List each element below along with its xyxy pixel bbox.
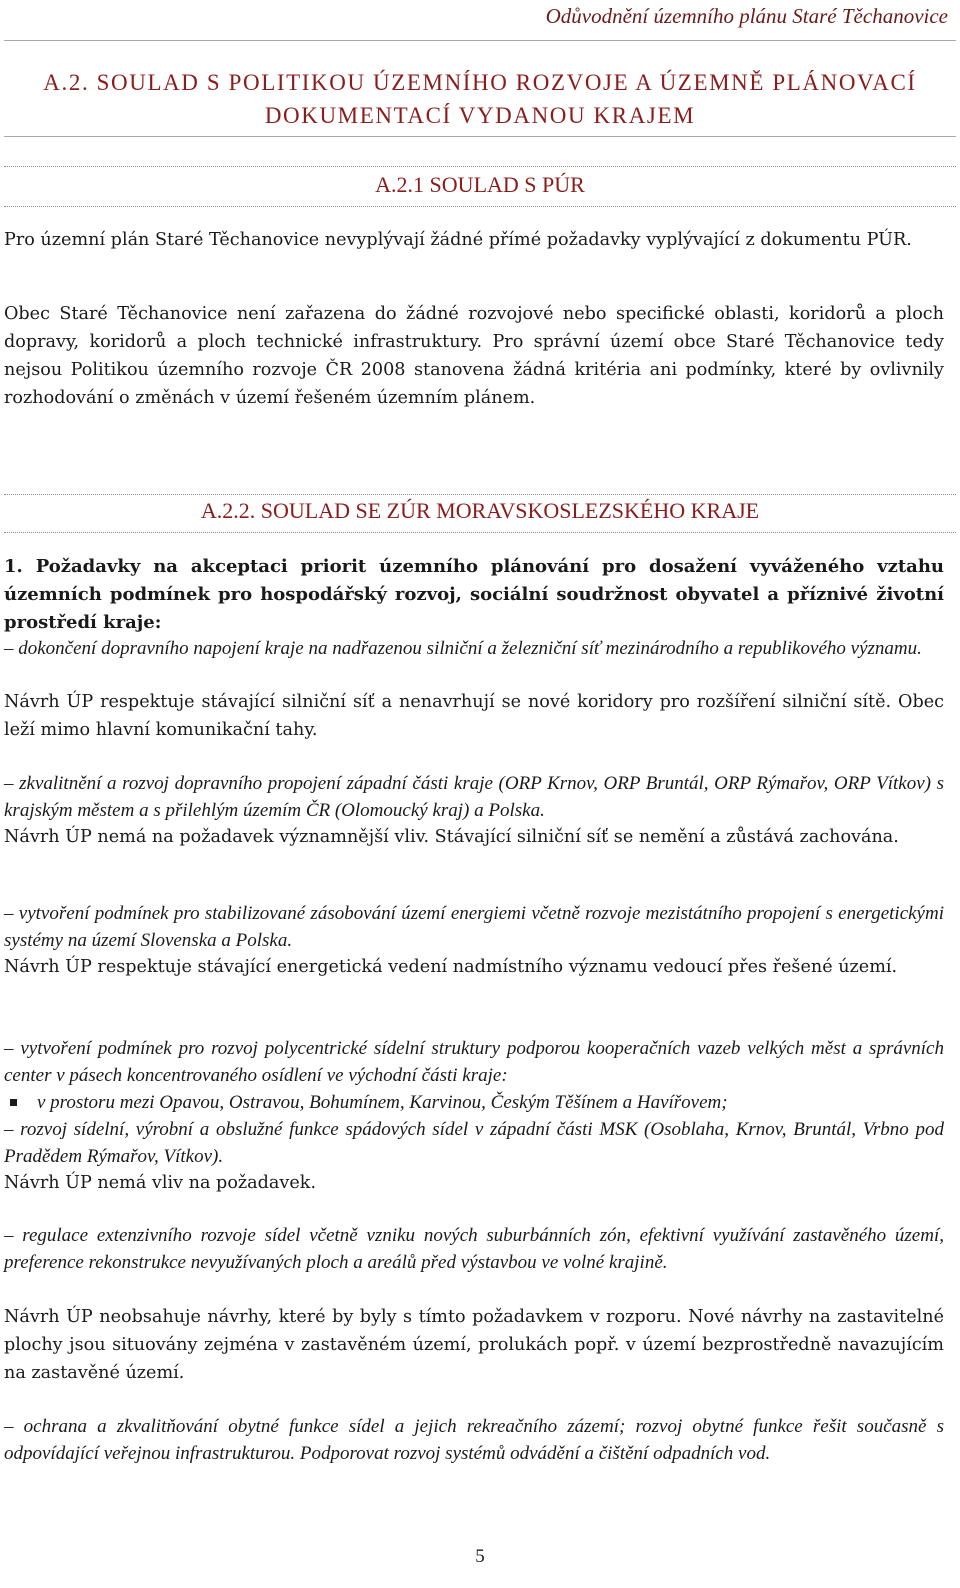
requirement-2: – zkvalitnění a rozvoj dopravního propojení západní části kraje (ORP Krnov, ORP Bruntál, ORP Rýmařov, ORP Vítkov) s krajským městem a s přilehlým územím ČR (Olomoucký kraj) a Polska. (4, 773, 944, 821)
requirement-4-bullet-item (4, 1089, 944, 1116)
pur-heading-rule-top (4, 166, 956, 167)
response-3: Návrh ÚP respektuje stávající energetická vedení nadmístního významu vedoucí přes řešené území. (4, 957, 898, 977)
zur-heading-rule-bottom (4, 532, 956, 533)
point-1-heading: 1. Požadavky na akceptaci priorit územního plánování pro dosažení vyváženého vztahu územních podmínek pro hospodářský rozvoj, sociální soudržnost obyvatel a příznivé životní prostředí kraje: (4, 556, 944, 633)
section-title (4, 66, 956, 132)
section-title-line2: DOKUMENTACÍ VYDANOU KRAJEM (264, 103, 696, 128)
pur-paragraph-1: Pro územní plán Staré Těchanovice nevyplývají žádné přímé požadavky vyplývající z dokumentu PÚR. (4, 230, 912, 250)
section-title-line1: A.2. SOULAD S POLITIKOU ÚZEMNÍHO ROZVOJE A ÚZEMNĚ PLÁNOVACÍ (43, 70, 917, 95)
zur-heading: A.2.2. SOULAD SE ZÚR MORAVSKOSLEZSKÉHO KRAJE (200, 498, 760, 523)
requirement-4: – vytvoření podmínek pro rozvoj polycentrické sídelní struktury podporou kooperačních vazeb velkých měst a správních center v pásech koncentrovaného osídlení ve východní části kraje: (4, 1038, 944, 1086)
requirement-5: – regulace extenzivního rozvoje sídel včetně vzniku nových suburbánních zón, efektivní využívání zastavěného území, preference rekonstrukce nevyužívaných ploch a areálů před výstavbou ve volné krajině. (4, 1225, 944, 1273)
header-rule (4, 40, 956, 41)
requirement-4-bullet-text: v prostoru mezi Opavou, Ostravou, Bohumínem, Karvinou, Českým Těšínem a Havířovem; (37, 1092, 728, 1113)
response-4: Návrh ÚP nemá vliv na požadavek. (4, 1173, 317, 1193)
response-5: Návrh ÚP neobsahuje návrhy, které by byly s tímto požadavkem v rozporu. Nové návrhy na zastavitelné plochy jsou situovány zejména v zastavěném území, prolukách popř. v území bezprostředně navazujícím na zastavěné území. (4, 1307, 944, 1383)
requirement-1: – dokončení dopravního napojení kraje na nadřazenou silniční a železniční síť mezinárodního a republikového významu. (4, 638, 922, 659)
pur-paragraph-2: Obec Staré Těchanovice není zařazena do žádné rozvojové nebo specifické oblasti, koridorů a ploch dopravy, koridorů a ploch technické infrastruktury. Pro správní území obce Staré Těchanovice tedy nejsou Politikou územního rozvoje ČR 2008 stanovena žádná kritéria ani podmínky, které by ovlivnily rozhodování o změnách v území řešeném územním plánem. (4, 304, 944, 408)
running-header: Odůvodnění územního plánu Staré Těchanovice (545, 4, 948, 28)
page-number: 5 (475, 1546, 485, 1567)
zur-heading-rule-top (4, 494, 956, 495)
requirement-4-sub: – rozvoj sídelní, výrobní a obslužné funkce spádových sídel v západní části MSK (Osoblaha, Krnov, Bruntál, Vrbno pod Pradědem Rýmařov, Vítkov). (4, 1119, 944, 1167)
response-2: Návrh ÚP nemá na požadavek významnější vliv. Stávající silniční síť se nemění a zůstává zachována. (4, 827, 899, 847)
pur-heading-rule-bottom (4, 206, 956, 207)
requirement-6: – ochrana a zkvalitňování obytné funkce sídel a jejich rekreačního zázemí; rozvoj obytné funkce řešit současně s odpovídající veřejnou infrastrukturou. Podporovat rozvoj systémů odvádění a čištění odpadních vod. (4, 1416, 944, 1464)
square-bullet-icon (10, 1099, 17, 1106)
response-1: Návrh ÚP respektuje stávající silniční síť a nenavrhují se nové koridory pro rozšíření silniční sítě. Obec leží mimo hlavní komunikační tahy. (4, 692, 944, 740)
pur-heading: A.2.1 SOULAD S PÚR (375, 172, 585, 197)
title-rule (4, 136, 956, 137)
requirement-3: – vytvoření podmínek pro stabilizované zásobování území energiemi včetně rozvoje mezistátního propojení s energetickými systémy na území Slovenska a Polska. (4, 903, 944, 951)
